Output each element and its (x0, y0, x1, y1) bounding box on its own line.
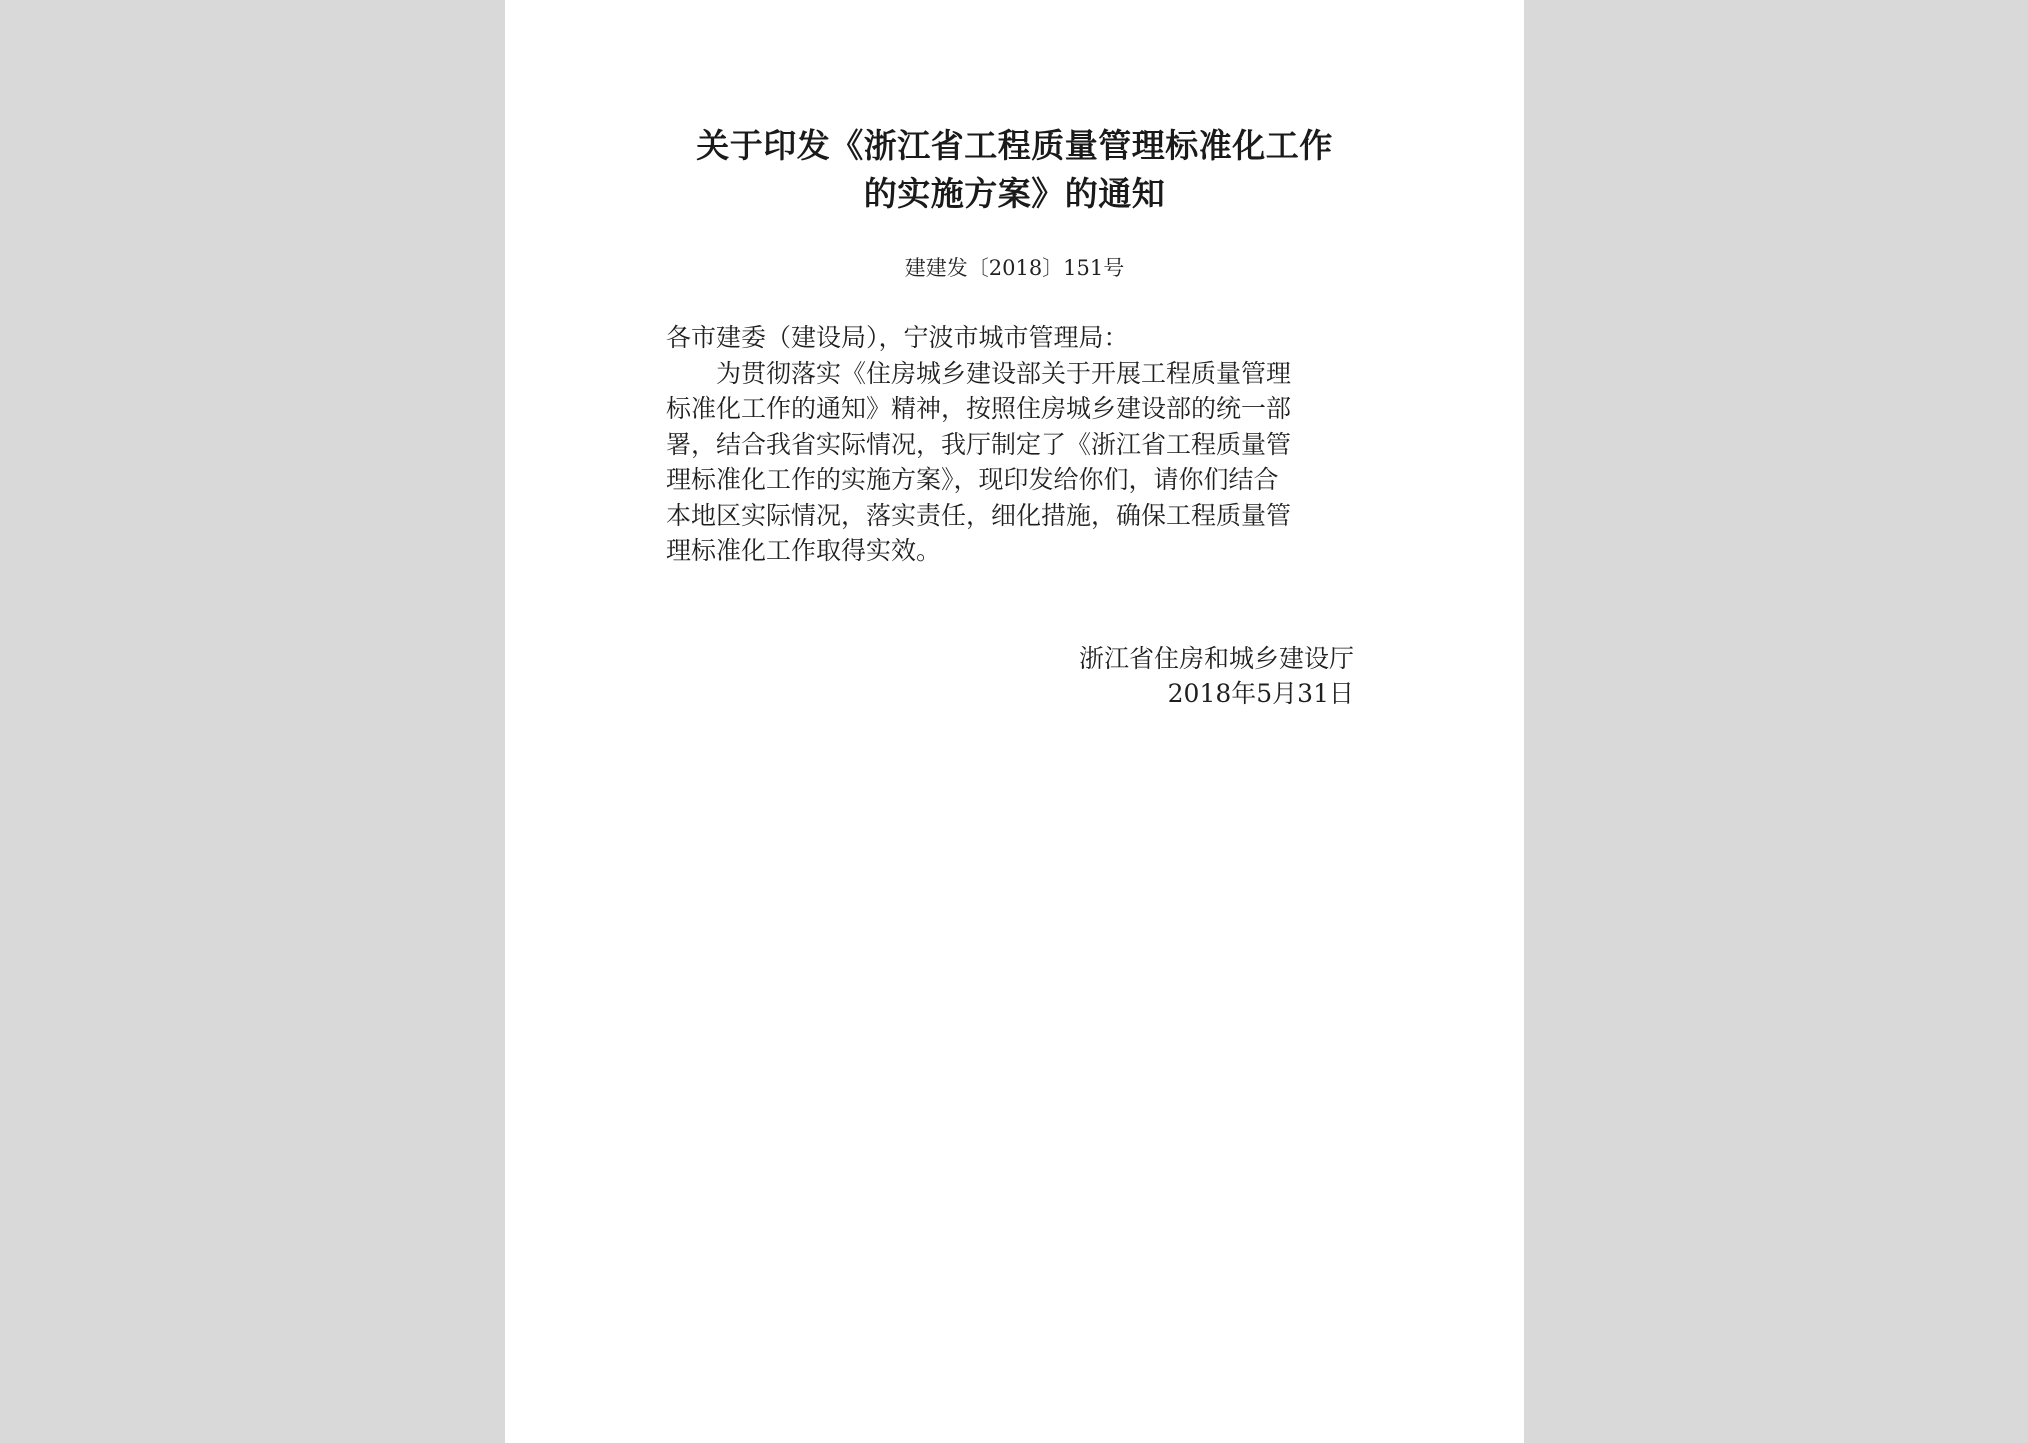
issue-date: 2018年5月31日 (1167, 679, 1354, 708)
body-line: 署，结合我省实际情况，我厅制定了《浙江省工程质量管 (666, 429, 1292, 459)
page-title (505, 122, 1524, 218)
document-number: 建建发〔2018〕151号 (904, 256, 1125, 280)
document-body (666, 320, 1356, 569)
document-page (505, 0, 1524, 1443)
body-line: 为贯彻落实《住房城乡建设部关于开展工程质量管理 (716, 358, 1292, 388)
title-line-2: 的实施方案》的通知 (863, 174, 1166, 213)
title-line-1: 关于印发《浙江省工程质量管理标准化工作 (696, 126, 1333, 165)
body-line: 标准化工作的通知》精神，按照住房城乡建设部的统一部 (666, 394, 1292, 423)
signature-block (1079, 641, 1354, 711)
body-line: 理标准化工作的实施方案》，现印发给你们，请你们结合 (666, 465, 1279, 494)
body-line: 本地区实际情况，落实责任，细化措施，确保工程质量管 (666, 500, 1292, 530)
body-line: 理标准化工作取得实效。 (666, 536, 942, 565)
issuer: 浙江省住房和城乡建设厅 (1078, 644, 1354, 673)
salutation: 各市建委（建设局），宁波市城市管理局： (666, 323, 1129, 352)
